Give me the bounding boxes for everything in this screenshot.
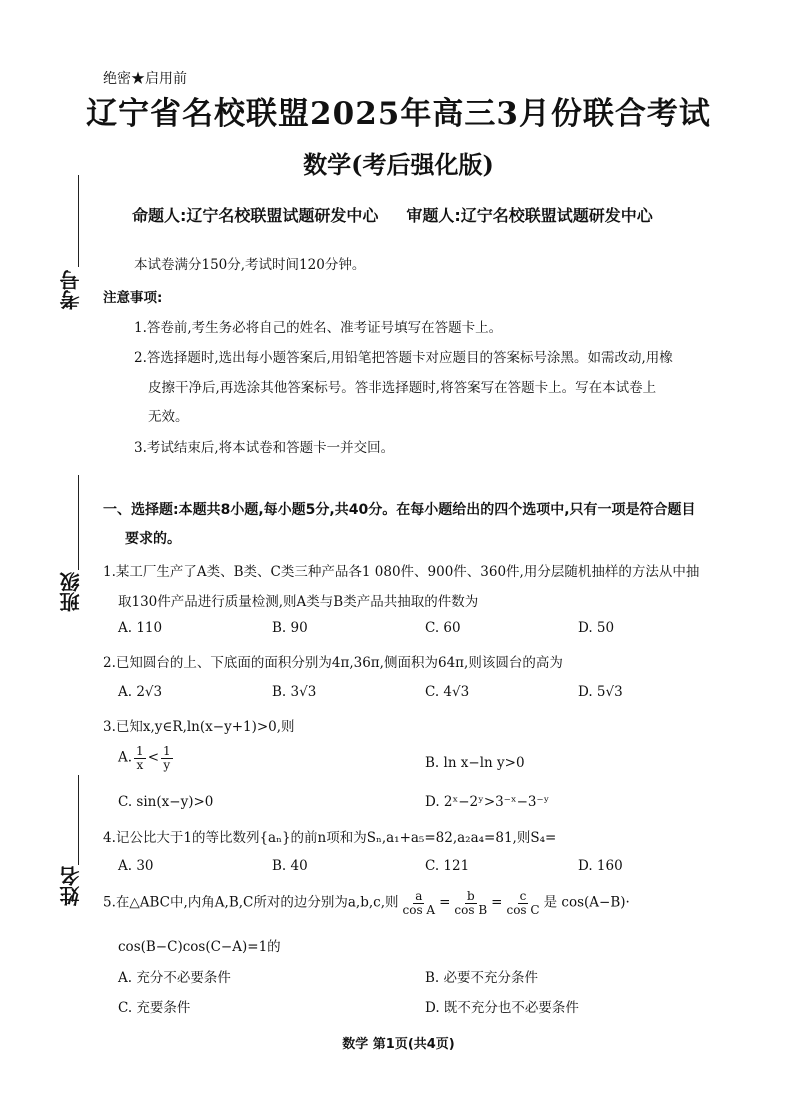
q3-option-a-prefix: A. (118, 749, 133, 766)
question-4: 4.记公比大于1的等比数列{aₙ}的前n项和为Sₙ,a₁+a₅=82,a₂a₄=81,则S₄= (103, 830, 557, 846)
q4-option-a: A. 30 (118, 858, 154, 874)
fraction (452, 890, 489, 916)
q3-option-c: C. sin(x−y)>0 (118, 794, 214, 810)
q1-option-b: B. 90 (272, 620, 308, 636)
q3-option-b: B. ln x−ln y>0 (425, 755, 525, 771)
intro-text: 本试卷满分150分,考试时间120分钟。 (134, 257, 366, 273)
reviewer: 审题人:辽宁名校联盟试题研发中心 (406, 206, 653, 225)
q4-option-b: B. 40 (272, 858, 308, 874)
question-2: 2.已知圆台的上、下底面的面积分别为4π,36π,侧面积为64π,则该圆台的高为 (103, 655, 563, 671)
q5-option-b: B. 必要不充分条件 (425, 970, 539, 986)
q5-option-c: C. 充要条件 (118, 1000, 191, 1016)
question-5-cont: cos(B−C)cos(C−A)=1的 (118, 939, 281, 955)
notice-item: 3.考试结束后,将本试卷和答题卡一并交回。 (134, 440, 395, 456)
numerator: 1 (163, 744, 171, 758)
denominator: x (136, 757, 144, 772)
question-1-cont: 取130件产品进行质量检测,则A类与B类产品共抽取的件数为 (118, 594, 479, 610)
q1-option-d: D. 50 (578, 620, 615, 636)
q4-option-c: C. 121 (425, 858, 470, 874)
q2-option-d: D. 5√3 (578, 684, 623, 700)
exam-title: 辽宁省名校联盟2025年高三3月份联合考试 (86, 96, 711, 132)
denominator: cos C (506, 902, 540, 917)
notice-item: 1.答卷前,考生务必将自己的姓名、准考证号填写在答题卡上。 (134, 320, 503, 336)
denominator: cos B (454, 902, 488, 917)
exam-no-label: 考号 (59, 270, 83, 310)
q2-option-a: A. 2√3 (118, 684, 163, 700)
q5-prefix: 5.在△ABC中,内角A,B,C所对的边分别为a,b,c,则 (103, 894, 399, 911)
class-label: 班级 (59, 572, 83, 612)
name-line (78, 775, 79, 865)
denominator: y (163, 757, 171, 772)
numerator: 1 (136, 744, 144, 758)
denominator: cos A (402, 902, 436, 917)
question-1: 1.某工厂生产了A类、B类、C类三种产品各1 080件、900件、360件,用分层随机抽样的方法从中抽 (103, 564, 700, 580)
fraction (504, 890, 541, 916)
q5-suffix: 是 cos(A−B)· (543, 894, 630, 911)
exam-no-line (78, 175, 79, 267)
exam-subtitle: 数学(考后强化版) (303, 150, 494, 179)
name-label: 姓名 (59, 866, 83, 906)
q5-option-d: D. 既不充分也不必要条件 (425, 1000, 579, 1016)
equals: = (491, 894, 503, 911)
less-than: < (147, 749, 159, 766)
confidential-label: 绝密★启用前 (103, 71, 187, 87)
page-footer: 数学 第1页(共4页) (342, 1037, 455, 1052)
fraction (161, 745, 173, 771)
numerator: b (466, 889, 475, 903)
question-3: 3.已知x,y∈R,ln(x−y+1)>0,则 (103, 719, 295, 735)
notice-item: 无效。 (148, 409, 189, 425)
q1-option-c: C. 60 (425, 620, 461, 636)
fraction (134, 745, 146, 771)
equals: = (439, 894, 451, 911)
notice-item: 皮擦干净后,再选涂其他答案标号。答非选择题时,将答案写在答题卡上。写在本试卷上 (148, 380, 657, 396)
q3-option-a (118, 745, 175, 771)
class-line (78, 475, 79, 570)
q2-option-b: B. 3√3 (272, 684, 317, 700)
section-heading: 一、选择题:本题共8小题,每小题5分,共40分。在每小题给出的四个选项中,只有一项是符合题目 (103, 502, 696, 518)
numerator: c (519, 889, 527, 903)
fraction (401, 890, 438, 916)
q1-option-a: A. 110 (118, 620, 163, 636)
numerator: a (415, 889, 423, 903)
question-5 (103, 890, 630, 916)
authors-line (132, 203, 681, 226)
q2-option-c: C. 4√3 (425, 684, 470, 700)
setter: 命题人:辽宁名校联盟试题研发中心 (132, 206, 379, 225)
q3-option-d: D. 2ˣ−2ʸ>3⁻ˣ−3⁻ʸ (425, 794, 550, 810)
q5-option-a: A. 充分不必要条件 (118, 970, 231, 986)
section-heading-cont: 要求的。 (125, 531, 181, 547)
notice-item: 2.答选择题时,选出每小题答案后,用铅笔把答题卡对应题目的答案标号涂黑。如需改动,用橡 (134, 350, 673, 366)
q4-option-d: D. 160 (578, 858, 623, 874)
notice-title: 注意事项: (103, 290, 163, 306)
